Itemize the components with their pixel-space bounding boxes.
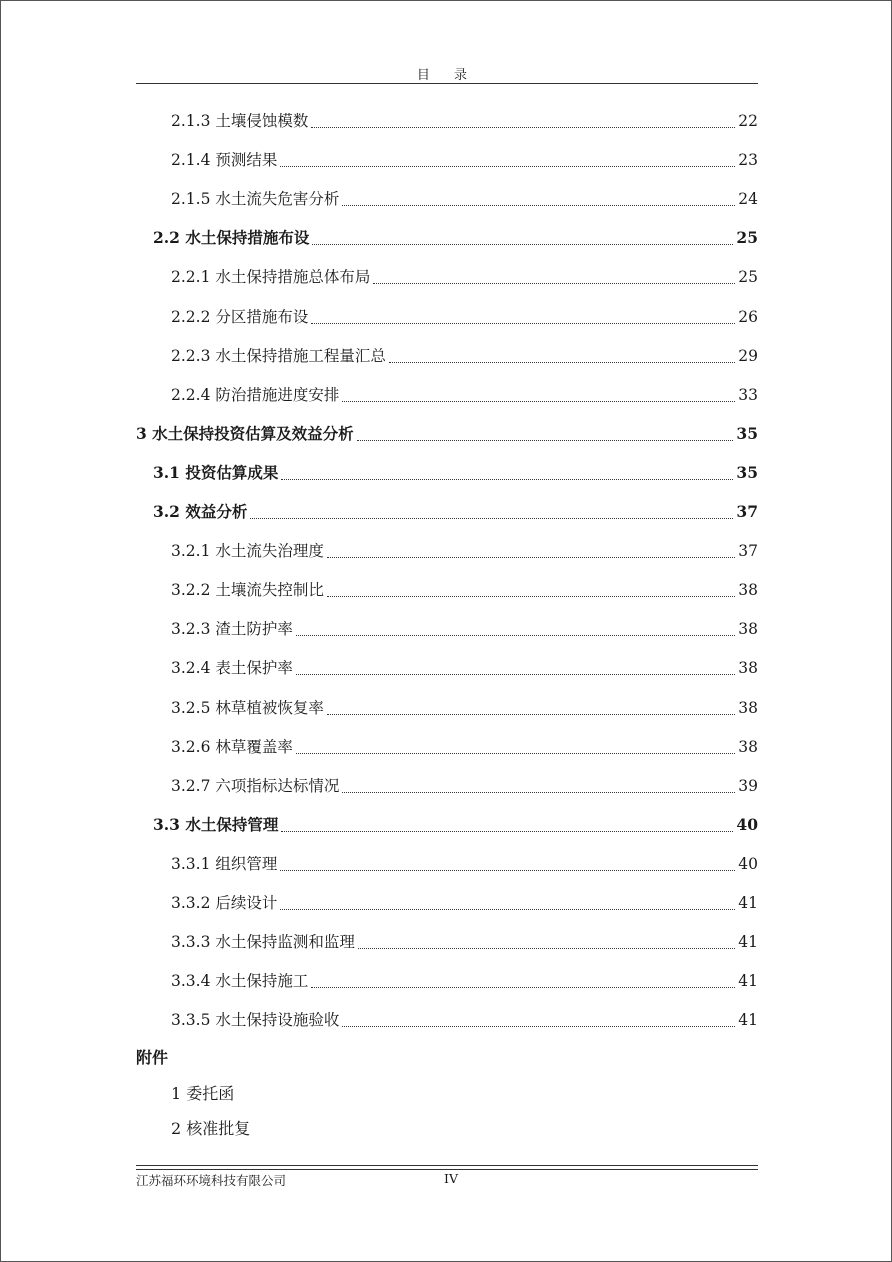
page-header-title: 目 录 — [416, 68, 478, 83]
toc-entry-title: 2.2.3 水土保持措施工程量汇总 — [171, 346, 386, 365]
header-rule — [136, 83, 758, 84]
toc-entry[interactable] — [153, 226, 758, 250]
toc-entry-page: 33 — [738, 385, 758, 404]
toc-leader-dots — [280, 909, 735, 910]
toc-entry[interactable] — [171, 656, 758, 680]
toc-leader-dots — [327, 557, 735, 558]
footer-rule — [136, 1165, 758, 1166]
toc-entry-page: 23 — [738, 151, 758, 170]
toc-entry[interactable] — [171, 305, 758, 329]
toc-leader-dots — [296, 635, 735, 636]
toc-entry[interactable] — [171, 344, 758, 368]
toc-entry[interactable] — [171, 735, 758, 759]
toc-entry-title: 3.2.3 渣土防护率 — [171, 620, 293, 639]
toc-leader-dots — [358, 948, 735, 949]
toc-entry-page: 41 — [738, 972, 758, 991]
toc-leader-dots — [296, 674, 735, 675]
toc-entry-title: 3.3 水土保持管理 — [153, 814, 279, 834]
toc-entry-page: 24 — [738, 190, 758, 209]
toc-leader-dots — [311, 987, 735, 988]
toc-entry-title: 2.1.4 预测结果 — [171, 151, 278, 170]
toc-leader-dots — [281, 479, 733, 480]
toc-entry[interactable] — [171, 578, 758, 602]
toc-leader-dots — [389, 362, 735, 363]
toc-entry-title: 3.2.5 林草植被恢复率 — [171, 698, 324, 717]
toc-entry[interactable] — [171, 383, 758, 407]
toc-entry-page: 40 — [736, 814, 758, 834]
toc-leader-dots — [342, 205, 735, 206]
toc-entry[interactable] — [171, 696, 758, 720]
toc-entry[interactable] — [171, 852, 758, 876]
toc-entry-page: 41 — [738, 1011, 758, 1030]
toc-entry-page: 22 — [738, 112, 758, 130]
toc-entry-page: 25 — [738, 268, 758, 287]
footer-page-number: IV — [444, 1171, 458, 1186]
toc-entry-page: 35 — [736, 423, 758, 443]
toc-entry[interactable] — [171, 891, 758, 915]
toc-entry-page: 35 — [736, 462, 758, 482]
toc-entry-title: 3.2 效益分析 — [153, 502, 248, 521]
toc-entry-page: 40 — [738, 854, 758, 873]
toc-entry-page: 38 — [738, 659, 758, 678]
toc-entry[interactable] — [171, 539, 758, 563]
toc-entry-title: 2.2.1 水土保持措施总体布局 — [171, 268, 371, 287]
toc-entry-page: 25 — [736, 228, 758, 248]
toc-entry-title: 3.2.4 表土保护率 — [171, 659, 293, 678]
toc-entry-title: 3.3.5 水土保持设施验收 — [171, 1011, 340, 1030]
toc-leader-dots — [327, 596, 735, 597]
toc-leader-dots — [342, 401, 735, 402]
toc-entry-title: 3.1 投资估算成果 — [153, 462, 279, 482]
toc-leader-dots — [312, 244, 733, 245]
toc-entry[interactable] — [171, 1008, 758, 1032]
toc-entry-title: 3.2.6 林草覆盖率 — [171, 737, 293, 756]
toc-entry-title: 2.2.4 防治措施进度安排 — [171, 385, 340, 404]
toc-entry-title: 2.1.3 土壤侵蚀模数 — [171, 112, 309, 130]
toc-entry-title: 3 水土保持投资估算及效益分析 — [136, 423, 354, 443]
footer-company: 江苏福环环境科技有限公司 — [136, 1173, 287, 1188]
toc-entry-page: 37 — [738, 542, 758, 561]
toc-entry-title: 3.2.1 水土流失治理度 — [171, 542, 324, 561]
toc-entry-page: 41 — [738, 894, 758, 912]
toc-leader-dots — [311, 127, 735, 128]
toc-entry[interactable] — [171, 265, 758, 289]
toc-entry-title: 3.3.3 水土保持监测和监理 — [171, 933, 355, 952]
toc-entry[interactable] — [136, 422, 758, 446]
toc-entry-title: 2.2 水土保持措施布设 — [153, 228, 310, 248]
toc-entry[interactable] — [153, 461, 758, 485]
toc-entry-title: 2.1.5 水土流失危害分析 — [171, 190, 340, 209]
toc-leader-dots — [281, 831, 733, 832]
toc-leader-dots — [280, 870, 735, 871]
toc-entry-title: 2.2.2 分区措施布设 — [171, 307, 309, 326]
toc-entry-title: 3.2.7 六项指标达标情况 — [171, 776, 340, 795]
toc-entry-page: 37 — [736, 502, 758, 521]
toc-entry-page: 29 — [738, 346, 758, 365]
toc-entry-page: 39 — [738, 776, 758, 795]
toc-entry-page: 38 — [738, 620, 758, 639]
attachment-item[interactable]: 1 委托函 — [171, 1084, 235, 1103]
toc-entry[interactable] — [171, 969, 758, 993]
toc-entry[interactable] — [171, 187, 758, 211]
toc-entry[interactable] — [171, 617, 758, 641]
toc-leader-dots — [342, 1026, 735, 1027]
toc-entry[interactable] — [171, 930, 758, 954]
toc-leader-dots — [373, 283, 735, 284]
toc-leader-dots — [296, 753, 735, 754]
toc-entry[interactable] — [153, 500, 758, 524]
attachment-item[interactable]: 2 核准批复 — [171, 1119, 251, 1138]
toc-leader-dots — [327, 714, 735, 715]
toc-entry-title: 3.3.2 后续设计 — [171, 894, 278, 912]
toc-entry-title: 3.2.2 土壤流失控制比 — [171, 581, 324, 600]
toc-entry-page: 38 — [738, 737, 758, 756]
footer-rule-thin — [136, 1169, 758, 1170]
toc-entry[interactable] — [153, 813, 758, 837]
toc-entry-page: 26 — [738, 307, 758, 326]
toc-entry-page: 38 — [738, 581, 758, 600]
toc-entry-page: 38 — [738, 698, 758, 717]
toc-leader-dots — [250, 518, 733, 519]
toc-entry-title: 3.3.4 水土保持施工 — [171, 972, 309, 991]
toc-leader-dots — [342, 792, 735, 793]
toc-entry[interactable] — [171, 148, 758, 172]
toc-leader-dots — [280, 166, 735, 167]
toc-leader-dots — [311, 323, 735, 324]
toc-leader-dots — [357, 440, 734, 441]
toc-entry[interactable] — [171, 774, 758, 798]
toc-entry-title: 3.3.1 组织管理 — [171, 854, 278, 873]
toc-entry[interactable] — [171, 109, 758, 133]
toc-entry-page: 41 — [738, 933, 758, 952]
attachments-title: 附件 — [136, 1048, 169, 1067]
